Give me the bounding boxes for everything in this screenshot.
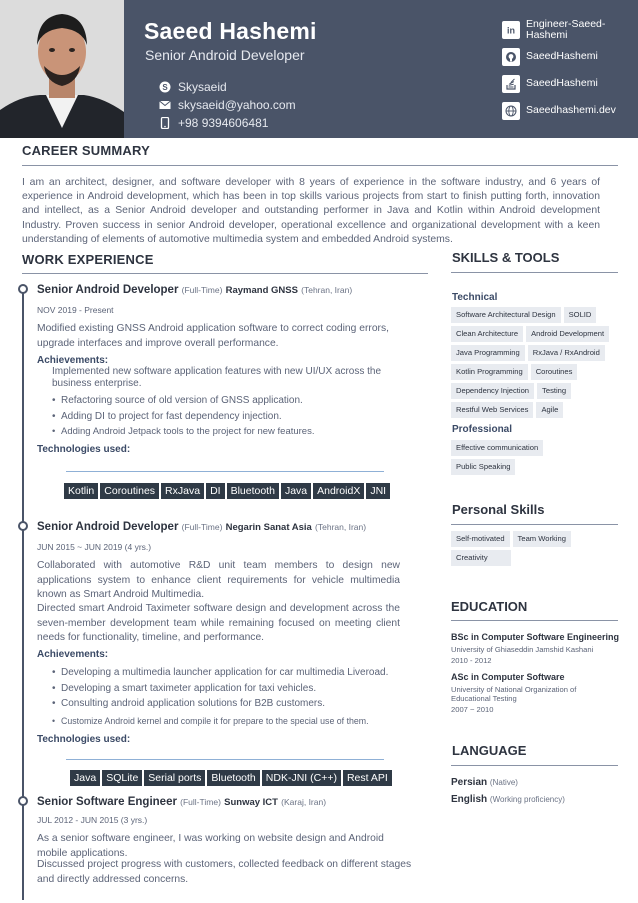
technologies-divider — [66, 471, 384, 472]
tech-tag: Kotlin — [64, 483, 98, 499]
achievement-lead: Implemented new software application features with new UI/UX across the business enterprise. — [52, 366, 382, 389]
linkedin-handle: Engineer-Saeed-Hashemi — [526, 17, 606, 41]
education-heading: EDUCATION — [451, 599, 528, 614]
education-years: 2010 - 2012 — [451, 656, 492, 665]
achievements-label: Achievements: — [37, 649, 109, 660]
job-date: JUL 2012 - JUN 2015 (3 yrs.) — [37, 815, 148, 825]
timeline-dot — [18, 796, 28, 806]
skill-chip: Android Development — [526, 326, 609, 342]
technologies-divider — [66, 759, 384, 760]
timeline-dot — [18, 284, 28, 294]
tech-tag: RxJava — [161, 483, 204, 499]
professional-label: Professional — [452, 424, 513, 435]
achievements-label: Achievements: — [37, 355, 109, 366]
job-type: (Full-Time) — [181, 285, 223, 295]
tech-tag: Java — [70, 770, 100, 786]
job-description: As a senior software engineer, I was working on website design and Android mobile applications. — [37, 833, 384, 859]
skill-chip: Testing — [537, 383, 571, 399]
skill-chip: Coroutines — [531, 364, 578, 380]
social-stackoverflow[interactable] — [502, 70, 634, 97]
education-divider — [451, 620, 618, 621]
skill-chip: SOLID — [564, 307, 597, 323]
list-item: • Developing a multimedia launcher application for car multimedia Liveroad. — [52, 667, 389, 678]
personal-skills-heading: Personal Skills — [452, 502, 545, 517]
company-name: Negarin Sanat Asia — [225, 522, 312, 533]
social-website[interactable] — [502, 97, 634, 124]
phone-number: +98 9394606481 — [178, 116, 269, 130]
social-links — [502, 16, 634, 124]
job-location: (Tehran, Iran) — [301, 285, 353, 295]
list-item: • Developing a smart taximeter application for taxi vehicles. — [52, 682, 317, 694]
job-header — [37, 284, 352, 296]
profile-photo — [0, 0, 124, 138]
contact-phone[interactable] — [158, 114, 296, 132]
achievement-list — [52, 665, 422, 729]
stackoverflow-handle: SaeedHashemi — [526, 77, 598, 89]
github-icon — [502, 48, 520, 66]
tech-tag: JNI — [366, 483, 390, 499]
list-item: • Adding Android Jetpack tools to the project for new features. — [52, 426, 315, 437]
personal-skills-list — [451, 531, 626, 566]
list-item: • Consulting android application solutions for B2B customers. — [52, 698, 326, 709]
tech-tag: SQLite — [102, 770, 142, 786]
job-description: Collaborated with automotive R&D unit team members to design new applications system to enhance client requirements for vehicle multimedia known as Smart Android Multimedia. — [37, 560, 400, 600]
language-name: Persian — [451, 777, 488, 788]
skill-chip: Creativity — [451, 550, 511, 566]
personal-skills-divider — [451, 524, 618, 525]
github-handle: SaeedHashemi — [526, 50, 598, 62]
skype-handle: Skysaeid — [178, 80, 227, 94]
company-name: Raymand GNSS — [225, 285, 298, 296]
technologies-label: Technologies used: — [37, 444, 131, 455]
header-banner — [0, 0, 638, 138]
tech-tag: Java — [281, 483, 311, 499]
skill-chip: RxJava / RxAndroid — [528, 345, 605, 361]
social-github[interactable] — [502, 43, 634, 70]
technology-tags — [70, 770, 392, 786]
phone-icon — [158, 116, 172, 130]
mail-icon — [158, 98, 172, 112]
skill-chip: Java Programming — [451, 345, 525, 361]
language-divider — [451, 765, 618, 766]
list-item: • Customize Android kernel and compile it for prepare to the special use of them. — [52, 715, 369, 726]
globe-icon — [502, 102, 520, 120]
job-title: Senior Android Developer — [37, 284, 179, 296]
job-type: (Full-Time) — [181, 522, 223, 532]
technical-label: Technical — [452, 292, 498, 303]
job-location: (Tehran, Iran) — [315, 522, 367, 532]
skill-chip: Effective communication — [451, 440, 543, 456]
timeline-line — [22, 288, 24, 900]
tech-tag: Rest API — [343, 770, 392, 786]
skill-chip: Team Working — [513, 531, 571, 547]
person-name: Saeed Hashemi — [144, 18, 317, 44]
career-summary-heading: CAREER SUMMARY — [22, 143, 150, 158]
job-date: JUN 2015 ~ JUN 2019 (4 yrs.) — [37, 542, 152, 552]
education-degree: BSc in Computer Software Engineering — [451, 632, 620, 642]
language-name: English — [451, 794, 488, 805]
contact-skype[interactable] — [158, 78, 296, 96]
company-name: Sunway ICT — [224, 797, 278, 808]
tech-tag: AndroidX — [313, 483, 364, 499]
contact-list — [158, 78, 296, 132]
tech-tag: Serial ports — [144, 770, 205, 786]
skill-chip: Restful Web Services — [451, 402, 533, 418]
language-level: (Native) — [489, 778, 518, 787]
skill-chip: Kotlin Programming — [451, 364, 528, 380]
linkedin-icon — [502, 21, 520, 39]
education-degree: ASc in Computer Software — [451, 672, 565, 682]
tech-tag: DI — [206, 483, 225, 499]
list-item: • Adding DI to project for fast dependency injection. — [52, 410, 282, 422]
job-type: (Full-Time) — [180, 797, 221, 807]
tech-tag: Bluetooth — [227, 483, 279, 499]
job-title: Senior Software Engineer — [37, 796, 177, 808]
tech-tag: NDK-JNI (C++) — [262, 770, 341, 786]
skill-chip: Self-motivated — [451, 531, 510, 547]
job-location: (Karaj, Iran) — [281, 797, 327, 807]
career-summary-text: I am an architect, designer, and software developer with 8 years of experience in the software industry, and 6 years of experience in Android development, which has been in top skills various projects from start to finish putting forth, innovation and intellect, as a Senior Android developer and outstanding performer in Java and Kotlin within Android development Industry. Proven success in senior Android developer, operational excellence and organizational development with a keen understanding of elements of automotive multimedia system and embedded Android systems. — [22, 177, 600, 245]
achievement-list — [52, 393, 412, 440]
skills-heading: SKILLS & TOOLS — [452, 250, 560, 265]
job-date: NOV 2019 - Present — [37, 305, 114, 315]
job-header — [37, 796, 326, 808]
skill-chip: Public Speaking — [451, 459, 515, 475]
language-level: (Working proficiency) — [489, 795, 565, 804]
education-school: University of National Organization of Educational Testing — [451, 685, 577, 703]
website-url: Saeedhashemi.dev — [526, 104, 616, 116]
career-summary-divider — [22, 165, 618, 166]
svg-text:in: in — [507, 25, 515, 35]
social-linkedin[interactable] — [502, 16, 634, 43]
work-experience-divider — [22, 273, 428, 274]
stackoverflow-icon — [502, 75, 520, 93]
timeline-dot — [18, 521, 28, 531]
list-item: • Refactoring source of old version of GNSS application. — [52, 395, 303, 406]
skills-divider — [451, 272, 618, 273]
tech-tag: Bluetooth — [207, 770, 259, 786]
email-address: skysaeid@yahoo.com — [178, 98, 296, 112]
skype-icon — [158, 80, 172, 94]
technologies-label: Technologies used: — [37, 734, 131, 745]
education-school: University of Ghiaseddin Jamshid Kashani — [451, 645, 594, 654]
technology-tags — [64, 483, 390, 499]
job-description-extra: Directed smart Android Taximeter software design and development across the seven-member development team while remaining focused on meeting client needs for functionality, timeline, and performance. — [37, 603, 400, 643]
skill-chip: Dependency Injection — [451, 383, 534, 399]
work-experience-heading: WORK EXPERIENCE — [22, 252, 154, 267]
job-title: Senior Android Developer — [145, 47, 305, 63]
job-title: Senior Android Developer — [37, 521, 179, 533]
skill-chip: Clean Architecture — [451, 326, 523, 342]
contact-email[interactable] — [158, 96, 296, 114]
language-heading: LANGUAGE — [452, 743, 527, 758]
job-header — [37, 521, 366, 533]
svg-text:S: S — [162, 83, 168, 92]
technical-skills — [451, 307, 626, 418]
professional-skills — [451, 440, 626, 475]
job-description-extra: Discussed project progress with customers, collected feedback on different stages and directly addressed concerns. — [37, 859, 412, 885]
tech-tag: Coroutines — [100, 483, 159, 499]
skill-chip: Agile — [536, 402, 563, 418]
education-years: 2007 ~ 2010 — [451, 705, 494, 714]
skill-chip: Software Architectural Design — [451, 307, 561, 323]
language-item — [451, 777, 518, 788]
job-description: Modified existing GNSS Android application software to correct coding errors, upgrade interfaces and improve overall performance. — [37, 323, 389, 349]
language-item — [451, 794, 565, 805]
